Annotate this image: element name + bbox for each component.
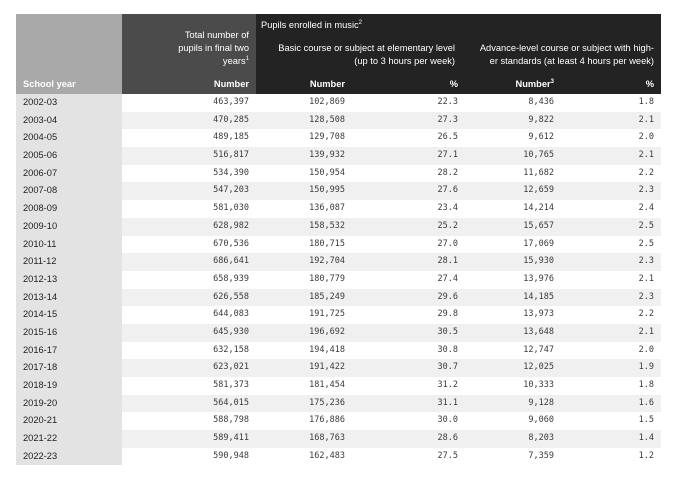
cell-basic-percent: 22.3: [437, 97, 458, 107]
total-pupils-title: Total number of pupils in final two years$^1$: [178, 30, 249, 66]
table-row: [16, 94, 661, 112]
cell-basic-percent: 30.8: [437, 344, 458, 355]
cell-school-year: 2002-03: [16, 94, 122, 112]
cell-school-year: 2003-04: [16, 112, 122, 130]
basic-percent-label: %: [449, 79, 458, 89]
cell-total-pupils: 588,798: [213, 415, 249, 426]
cell-advanced-number: 8,203: [528, 433, 554, 444]
cell-school-year: 2011-12: [16, 253, 122, 271]
table-row: [16, 289, 661, 307]
music-header: [256, 14, 661, 94]
table-row: [16, 359, 661, 377]
cell-school-year: 2020-21: [16, 412, 122, 430]
cell-total-pupils: 590,948: [213, 450, 249, 461]
cell-school-year: 2016-17: [16, 342, 122, 360]
basic-number-label: Number: [309, 79, 345, 89]
cell-basic-percent: 27.6: [437, 185, 458, 196]
cell-basic-number: 191,725: [309, 309, 345, 320]
cell-basic-number: 150,954: [309, 167, 345, 178]
cell-advanced-percent: 2.5: [638, 220, 654, 231]
cell-advanced-percent: 2.3: [638, 291, 654, 302]
cell-total-pupils: 632,158: [213, 344, 249, 355]
cell-basic-number: 180,779: [309, 273, 345, 284]
cell-total-pupils: 645,930: [213, 326, 249, 337]
cell-advanced-percent: 1.8: [638, 380, 654, 390]
cell-advanced-number: 9,612: [528, 132, 554, 143]
table-row: [16, 377, 661, 395]
cell-basic-percent: 28.6: [437, 433, 458, 444]
cell-basic-number: 176,886: [309, 415, 345, 426]
cell-advanced-percent: 1.5: [638, 415, 654, 426]
cell-basic-number: 194,418: [309, 344, 345, 355]
school-year-header: [16, 14, 122, 94]
cell-advanced-number: 11,682: [523, 167, 554, 178]
table-body: [16, 94, 661, 465]
cell-basic-number: 128,508: [309, 114, 345, 125]
cell-basic-number: 181,454: [309, 380, 345, 390]
cell-advanced-percent: 2.1: [638, 114, 654, 125]
cell-advanced-percent: 2.1: [638, 150, 654, 161]
cell-advanced-percent: 2.1: [638, 273, 654, 284]
cell-basic-percent: 23.4: [437, 203, 458, 214]
cell-basic-percent: 28.1: [437, 256, 458, 267]
cell-advanced-percent: 2.2: [638, 167, 654, 178]
cell-school-year: 2021-22: [16, 430, 122, 448]
cell-school-year: 2015-16: [16, 324, 122, 342]
cell-advanced-number: 9,060: [528, 415, 554, 426]
table-row: [16, 218, 661, 236]
cell-basic-percent: 30.7: [437, 362, 458, 373]
cell-advanced-number: 14,185: [523, 291, 554, 302]
cell-school-year: 2014-15: [16, 306, 122, 324]
cell-advanced-number: 13,976: [523, 273, 554, 284]
table-row: [16, 324, 661, 342]
cell-basic-percent: 27.4: [437, 273, 458, 284]
cell-advanced-number: 10,333: [523, 380, 554, 390]
cell-advanced-percent: 2.1: [638, 326, 654, 337]
table-row: [16, 165, 661, 183]
cell-total-pupils: 534,390: [213, 167, 249, 178]
total-unit-label: Number: [213, 79, 249, 89]
table-row: [16, 112, 661, 130]
cell-basic-number: 136,087: [309, 203, 345, 214]
cell-advanced-percent: 1.9: [638, 362, 654, 373]
cell-basic-number: 129,708: [309, 132, 345, 143]
cell-advanced-number: 14,214: [523, 203, 554, 214]
total-pupils-header: [122, 14, 256, 94]
table-row: [16, 395, 661, 413]
cell-basic-percent: 25.2: [437, 220, 458, 231]
cell-advanced-percent: 1.4: [638, 433, 654, 444]
cell-total-pupils: 463,397: [213, 97, 249, 107]
advanced-course-title: Advance-level course or subject with high- er standards (at least 4 hours per week): [479, 43, 654, 66]
advanced-number-label: Number$^3$: [515, 79, 554, 89]
table-row: [16, 200, 661, 218]
cell-total-pupils: 623,021: [213, 362, 249, 373]
cell-advanced-number: 15,657: [523, 220, 554, 231]
cell-basic-number: 150,995: [309, 185, 345, 196]
cell-basic-percent: 31.2: [437, 380, 458, 390]
table-row: [16, 271, 661, 289]
cell-school-year: 2006-07: [16, 165, 122, 183]
cell-basic-number: 139,932: [309, 150, 345, 161]
cell-basic-percent: 29.6: [437, 291, 458, 302]
cell-basic-number: 102,869: [309, 97, 345, 107]
cell-total-pupils: 547,203: [213, 185, 249, 196]
cell-total-pupils: 686,641: [213, 256, 249, 267]
cell-basic-percent: 27.1: [437, 150, 458, 161]
cell-basic-number: 162,483: [309, 450, 345, 461]
cell-school-year: 2012-13: [16, 271, 122, 289]
cell-advanced-number: 15,930: [523, 256, 554, 267]
cell-advanced-percent: 2.2: [638, 309, 654, 320]
table-row: [16, 412, 661, 430]
cell-school-year: 2013-14: [16, 289, 122, 307]
cell-basic-number: 158,532: [309, 220, 345, 231]
cell-advanced-percent: 1.6: [638, 397, 654, 408]
cell-basic-percent: 26.5: [437, 132, 458, 143]
cell-total-pupils: 658,939: [213, 273, 249, 284]
table-row: [16, 147, 661, 165]
cell-advanced-percent: 2.3: [638, 185, 654, 196]
table-row: [16, 129, 661, 147]
cell-basic-percent: 31.1: [437, 397, 458, 408]
cell-total-pupils: 581,373: [213, 380, 249, 390]
cell-basic-percent: 30.0: [437, 415, 458, 426]
cell-advanced-number: 10,765: [523, 150, 554, 161]
cell-basic-number: 175,236: [309, 397, 345, 408]
cell-basic-number: 196,692: [309, 326, 345, 337]
cell-advanced-percent: 1.8: [638, 97, 654, 107]
music-enrollment-table: [16, 14, 661, 465]
cell-school-year: 2019-20: [16, 395, 122, 413]
cell-total-pupils: 644,083: [213, 309, 249, 320]
cell-school-year: 2007-08: [16, 182, 122, 200]
cell-advanced-number: 8,436: [528, 97, 554, 107]
table-row: [16, 342, 661, 360]
cell-advanced-number: 9,822: [528, 114, 554, 125]
cell-basic-percent: 29.8: [437, 309, 458, 320]
cell-advanced-number: 13,648: [523, 326, 554, 337]
table-row: [16, 236, 661, 254]
cell-school-year: 2008-09: [16, 200, 122, 218]
cell-total-pupils: 516,817: [213, 150, 249, 161]
cell-advanced-number: 9,128: [528, 397, 554, 408]
cell-advanced-percent: 2.4: [638, 203, 654, 214]
cell-basic-number: 185,249: [309, 291, 345, 302]
cell-total-pupils: 581,030: [213, 203, 249, 214]
cell-basic-number: 180,715: [309, 238, 345, 249]
cell-advanced-percent: 2.0: [638, 344, 654, 355]
cell-advanced-percent: 2.5: [638, 238, 654, 249]
cell-total-pupils: 489,185: [213, 132, 249, 143]
cell-basic-number: 192,704: [309, 256, 345, 267]
cell-school-year: 2009-10: [16, 218, 122, 236]
cell-advanced-number: 7,359: [528, 450, 554, 461]
cell-school-year: 2010-11: [16, 236, 122, 254]
cell-total-pupils: 626,558: [213, 291, 249, 302]
cell-advanced-percent: 2.3: [638, 256, 654, 267]
cell-advanced-number: 12,659: [523, 185, 554, 196]
advanced-percent-label: %: [645, 79, 654, 89]
cell-total-pupils: 589,411: [213, 433, 249, 444]
cell-advanced-number: 12,025: [523, 362, 554, 373]
cell-advanced-number: 13,973: [523, 309, 554, 320]
cell-school-year: 2017-18: [16, 359, 122, 377]
cell-school-year: 2018-19: [16, 377, 122, 395]
cell-basic-percent: 27.5: [437, 450, 458, 461]
table-row: [16, 448, 661, 466]
cell-advanced-percent: 1.2: [638, 450, 654, 461]
cell-basic-percent: 27.0: [437, 238, 458, 249]
basic-course-title: Basic course or subject at elementary level (up to 3 hours per week): [278, 43, 455, 66]
cell-basic-percent: 30.5: [437, 326, 458, 337]
table-row: [16, 306, 661, 324]
school-year-label: School year: [23, 79, 76, 89]
cell-basic-percent: 28.2: [437, 167, 458, 178]
table-header: [16, 14, 661, 94]
cell-basic-number: 191,422: [309, 362, 345, 373]
cell-basic-number: 168,763: [309, 433, 345, 444]
cell-school-year: 2005-06: [16, 147, 122, 165]
cell-school-year: 2022-23: [16, 448, 122, 466]
cell-total-pupils: 670,536: [213, 238, 249, 249]
music-group-title: Pupils enrolled in music$^2$: [261, 20, 363, 30]
cell-total-pupils: 470,285: [213, 114, 249, 125]
cell-total-pupils: 564,015: [213, 397, 249, 408]
table-row: [16, 182, 661, 200]
cell-school-year: 2004-05: [16, 129, 122, 147]
cell-total-pupils: 628,982: [213, 220, 249, 231]
table-row: [16, 430, 661, 448]
cell-advanced-number: 17,069: [523, 238, 554, 249]
cell-advanced-number: 12,747: [523, 344, 554, 355]
cell-advanced-percent: 2.0: [638, 132, 654, 143]
cell-basic-percent: 27.3: [437, 114, 458, 125]
table-row: [16, 253, 661, 271]
